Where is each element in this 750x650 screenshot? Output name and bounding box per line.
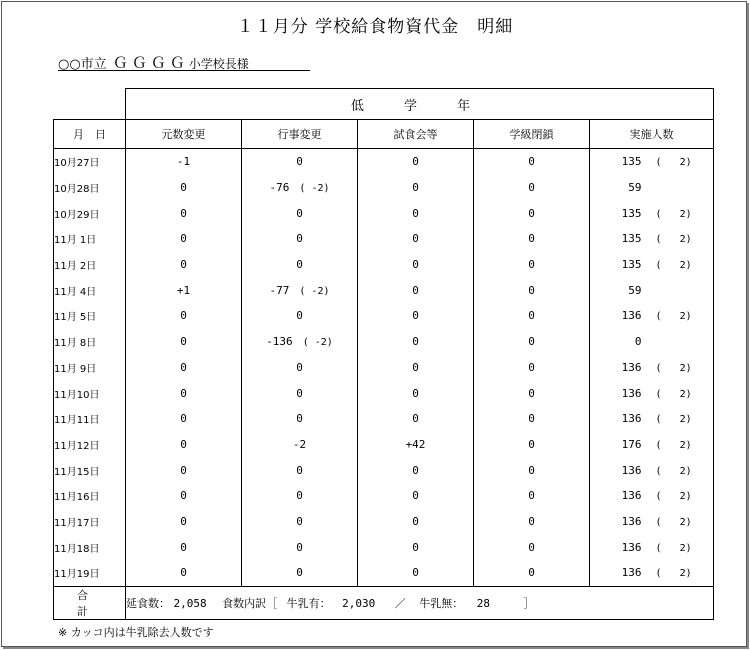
col-actual-count: 実施人数 [590,120,714,149]
row-base-change: 0 [126,303,242,329]
row-tasting: 0 [358,355,474,381]
row-date: 11月16日 [54,483,126,509]
milk-yes-label: 牛乳有： [286,596,331,610]
event-change-value: 0 [296,386,303,400]
row-tasting: 0 [358,226,474,252]
row-tasting: 0 [358,252,474,278]
row-date: 11月12日 [54,432,126,458]
row-class-closure: 0 [474,226,590,252]
row-actual-count [590,432,714,458]
col-event-change: 行事変更 [242,120,358,149]
table-row [54,200,714,226]
row-base-change: 0 [126,509,242,535]
row-class-closure: 0 [474,380,590,406]
row-class-closure: 0 [474,329,590,355]
table-row [54,380,714,406]
row-class-closure: 0 [474,483,590,509]
milk-no-label: 牛乳無： [419,596,464,610]
row-actual-count [590,534,714,560]
row-actual-count [590,380,714,406]
table-row [54,329,714,355]
row-date: 10月28日 [54,175,126,201]
table-row [54,175,714,201]
row-event-change [242,380,358,406]
actual-milk-removed: ( 2) [655,260,692,272]
row-actual-count [590,200,714,226]
actual-milk-removed: ( 2) [655,516,692,528]
row-base-change: +1 [126,277,242,303]
actual-count-value: 176 [621,437,642,451]
row-base-change: 0 [126,483,242,509]
event-change-value: 0 [296,309,303,323]
event-change-value: -2 [292,437,307,451]
event-change-value: -136 [266,335,293,349]
actual-milk-removed: ( 2) [655,491,692,503]
addressee-school: ＧＧＧＧ [112,54,189,72]
row-actual-count [590,329,714,355]
table-row [54,483,714,509]
row-class-closure: 0 [474,355,590,381]
row-event-change [242,509,358,535]
row-event-change [242,560,358,586]
row-actual-count [590,560,714,586]
actual-count-value: 136 [621,386,642,400]
actual-count-value: 136 [621,566,642,580]
actual-count-value: 136 [621,309,642,323]
row-class-closure: 0 [474,406,590,432]
actual-milk-removed: ( 2) [655,465,692,477]
actual-count-value: 135 [621,232,642,246]
table-row [54,226,714,252]
row-event-change [242,149,358,175]
event-change-value: 0 [296,232,303,246]
row-actual-count [590,406,714,432]
actual-milk-removed: ( 2) [655,568,692,580]
row-tasting: 0 [358,329,474,355]
actual-count-value: 136 [621,489,642,503]
actual-milk-removed: ( 2) [655,234,692,246]
row-date: 11月18日 [54,534,126,560]
actual-milk-removed: ( 2) [655,362,692,374]
event-change-value: -77 [269,283,290,297]
row-base-change: 0 [126,329,242,355]
actual-count-value: 59 [628,181,642,195]
event-change-value: 0 [296,566,303,580]
row-tasting: 0 [358,406,474,432]
row-actual-count [590,277,714,303]
row-tasting: 0 [358,175,474,201]
table-row [54,534,714,560]
event-change-value: 0 [296,540,303,554]
col-class-closure: 学級閉鎖 [474,120,590,149]
row-event-change [242,406,358,432]
table-row [54,252,714,278]
row-event-change [242,277,358,303]
row-event-change [242,226,358,252]
row-tasting: 0 [358,534,474,560]
milk-yes-value: 2,030 [342,596,376,610]
row-actual-count [590,509,714,535]
event-change-value: 0 [296,206,303,220]
event-change-milk-removed: ( -2) [299,285,330,297]
row-event-change [242,252,358,278]
row-tasting: 0 [358,149,474,175]
addressee-prefix: ○○市立 [58,57,107,72]
row-event-change [242,329,358,355]
event-change-milk-removed: ( -2) [302,337,333,349]
grade-band: 低 学 年 [126,89,714,120]
row-tasting: 0 [358,303,474,329]
actual-milk-removed: ( 2) [655,208,692,220]
row-actual-count [590,303,714,329]
event-change-value: 0 [296,258,303,272]
row-actual-count [590,355,714,381]
row-event-change [242,534,358,560]
actual-count-value: 136 [621,360,642,374]
row-tasting: 0 [358,380,474,406]
row-date: 10月27日 [54,149,126,175]
row-base-change: 0 [126,457,242,483]
table-row [54,432,714,458]
row-date: 11月 9日 [54,355,126,381]
row-tasting: 0 [358,483,474,509]
col-base-change: 元数変更 [126,120,242,149]
row-base-change: -1 [126,149,242,175]
meals-label: 延食数： [126,596,170,610]
row-tasting: 0 [358,560,474,586]
actual-count-value: 135 [621,206,642,220]
event-change-value: 0 [296,360,303,374]
row-base-change: 0 [126,355,242,381]
total-label: 合 計 [54,586,126,619]
row-event-change [242,483,358,509]
row-base-change: 0 [126,200,242,226]
row-date: 11月11日 [54,406,126,432]
event-change-value: 0 [296,463,303,477]
row-event-change [242,457,358,483]
row-date: 11月10日 [54,380,126,406]
row-actual-count [590,252,714,278]
row-date: 11月 5日 [54,303,126,329]
total-row [54,586,714,619]
row-date: 11月15日 [54,457,126,483]
addressee-suffix: 小学校長様 [188,57,249,71]
row-base-change: 0 [126,252,242,278]
row-class-closure: 0 [474,509,590,535]
addressee-line [58,52,310,71]
actual-milk-removed: ( 2) [655,157,692,169]
row-actual-count [590,226,714,252]
actual-count-value: 136 [621,463,642,477]
table-row [54,560,714,586]
row-date: 11月 8日 [54,329,126,355]
row-date: 11月 4日 [54,277,126,303]
actual-milk-removed: ( 2) [655,388,692,400]
row-event-change [242,200,358,226]
row-event-change [242,175,358,201]
row-actual-count [590,149,714,175]
event-change-value: 0 [296,514,303,528]
actual-count-value: 136 [621,540,642,554]
actual-milk-removed: ( 2) [655,414,692,426]
actual-milk-removed: ( 2) [655,542,692,554]
actual-count-value: 135 [621,155,642,169]
row-base-change: 0 [126,534,242,560]
table-row [54,457,714,483]
table-row [54,406,714,432]
col-tasting: 試食会等 [358,120,474,149]
row-tasting: 0 [358,277,474,303]
row-class-closure: 0 [474,560,590,586]
col-date: 月 日 [54,120,126,149]
row-event-change [242,355,358,381]
bracket-close: ］ [523,596,535,610]
row-date: 11月17日 [54,509,126,535]
row-event-change [242,432,358,458]
row-class-closure: 0 [474,149,590,175]
actual-count-value: 59 [628,283,642,297]
table-row [54,355,714,381]
actual-count-value: 136 [621,514,642,528]
total-summary [126,586,714,619]
table-row [54,149,714,175]
row-base-change: 0 [126,432,242,458]
row-date: 11月 2日 [54,252,126,278]
row-base-change: 0 [126,175,242,201]
row-actual-count [590,483,714,509]
row-class-closure: 0 [474,175,590,201]
actual-count-value: 0 [634,335,642,349]
row-base-change: 0 [126,226,242,252]
row-date: 11月 1日 [54,226,126,252]
table-row [54,277,714,303]
row-base-change: 0 [126,380,242,406]
grade-band-row [54,89,714,120]
detail-table [53,88,714,620]
event-change-value: -76 [269,181,290,195]
actual-count-value: 135 [621,258,642,272]
event-change-value: 0 [296,489,303,503]
row-actual-count [590,457,714,483]
row-tasting: 0 [358,457,474,483]
row-base-change: 0 [126,560,242,586]
row-tasting: 0 [358,509,474,535]
row-class-closure: 0 [474,457,590,483]
actual-milk-removed: ( 2) [655,439,692,451]
milk-no-value: 28 [476,596,490,610]
event-change-milk-removed: ( -2) [299,183,330,195]
table-row [54,303,714,329]
breakdown-label: 食数内訳［ [222,596,278,610]
row-base-change: 0 [126,406,242,432]
row-event-change [242,303,358,329]
table-body [54,149,714,587]
event-change-value: 0 [296,412,303,426]
actual-count-value: 136 [621,412,642,426]
event-change-value: 0 [296,155,303,169]
footnote: ※ カッコ内は牛乳除去人数です [58,626,214,639]
row-class-closure: 0 [474,534,590,560]
separator: ／ [394,596,406,610]
table-row [54,509,714,535]
actual-milk-removed: ( 2) [655,311,692,323]
page-title: １１月分 学校給食物資代金 明細 [236,17,514,37]
row-class-closure: 0 [474,303,590,329]
column-header-row [54,120,714,149]
row-class-closure: 0 [474,277,590,303]
row-tasting: +42 [358,432,474,458]
row-actual-count [590,175,714,201]
meals-value: 2,058 [173,596,207,610]
row-tasting: 0 [358,200,474,226]
row-class-closure: 0 [474,200,590,226]
row-date: 10月29日 [54,200,126,226]
row-class-closure: 0 [474,432,590,458]
row-date: 11月19日 [54,560,126,586]
row-class-closure: 0 [474,252,590,278]
